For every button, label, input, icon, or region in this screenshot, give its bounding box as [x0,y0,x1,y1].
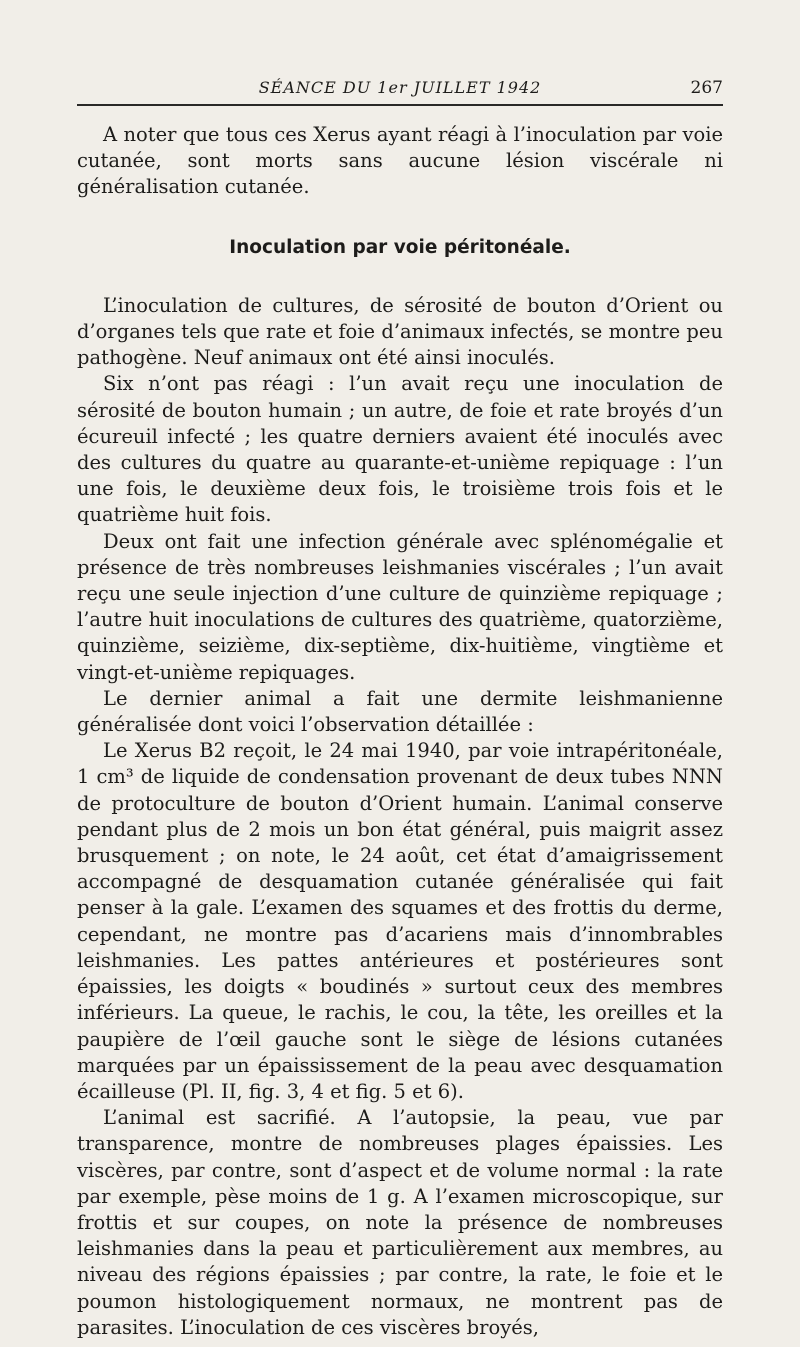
paragraph-2: L’inoculation de cultures, de sérosité de bouton d’Orient ou d’organes tels que rate et foie d’animaux infectés, se montre peu pathogène. Neuf animaux ont été ainsi inoculés. [77,293,723,370]
paragraph-5: Le dernier animal a fait une dermite leishmanienne généralisée dont voici l’observation détaillée : [77,686,723,737]
paragraph-3: Six n’ont pas réagi : l’un avait reçu une inoculation de sérosité de bouton humain ; un autre, de foie et rate broyés d’un écureuil infecté ; les quatre derniers avaient été inoculés avec des cultures du quatre au quarante-et-unième repiquage : l’un une fois, le deuxième deux fois, le troisième trois fois et le quatrième huit fois. [77,372,723,527]
page-number: 267 [690,78,723,98]
section-heading: Inoculation par voie péritonéale. [229,236,571,258]
paragraph-1: A noter que tous ces Xerus ayant réagi à l’inoculation par voie cutanée, sont morts sans aucune lésion viscérale ni généralisation cutanée. [77,123,723,199]
paragraph-7: L’animal est sacrifié. A l’autopsie, la peau, vue par transparence, montre de nombreuses plages épaissies. Les viscères, par contre, sont d’aspect et de volume normal : la rate par exemple, pèse moins de 1 g. A l’examen microscopique, sur frottis et sur coupes, on note la présence de nombreuses leishmanies dans la peau et particulièrement aux membres, au niveau des régions épaissies ; par contre, la rate, le foie et le poumon histologiquement normaux, ne montrent pas de parasites. L’inoculation de ces viscères broyés, [77,1106,723,1339]
header-title: SÉANCE DU 1er JUILLET 1942 [258,78,542,97]
paragraph-4: Deux ont fait une infection générale avec splénomégalie et présence de très nombreuses leishmanies viscérales ; l’un avait reçu une seule injection d’une culture de quinzième repiquage ; l’autre huit inoculations de cultures des quatrième, quatorzième, quinzième, seizième, dix-septième, dix-huitième, vingtième et vingt-et-unième repiquages. [77,529,723,684]
paragraph-6: Le Xerus B2 reçoit, le 24 mai 1940, par voie intrapéritonéale, 1 cm³ de liquide de condensation provenant de deux tubes NNN de protoculture de bouton d’Orient humain. L’animal conserve pendant plus de 2 mois un bon état général, puis maigrit assez brusquement ; on note, le 24 août, cet état d’amaigrissement accompagné de desquamation cutanée généralisée qui fait penser à la gale. L’examen des squames et des frottis du derme, cependant, ne montre pas d’acariens mais d’innombrables leishmanies. Les pattes antérieures et postérieures sont épaissies, les doigts « boudinés » surtout ceux des membres inférieurs. La queue, le rachis, le cou, la tête, les oreilles et la paupière de l’œil gauche sont le siège de lésions cutanées marquées par un épaississement de la peau avec desquamation écailleuse (Pl. II, fig. 3, 4 et fig. 5 et 6). [77,739,723,1103]
body-text [77,122,723,1341]
running-header [77,74,723,106]
